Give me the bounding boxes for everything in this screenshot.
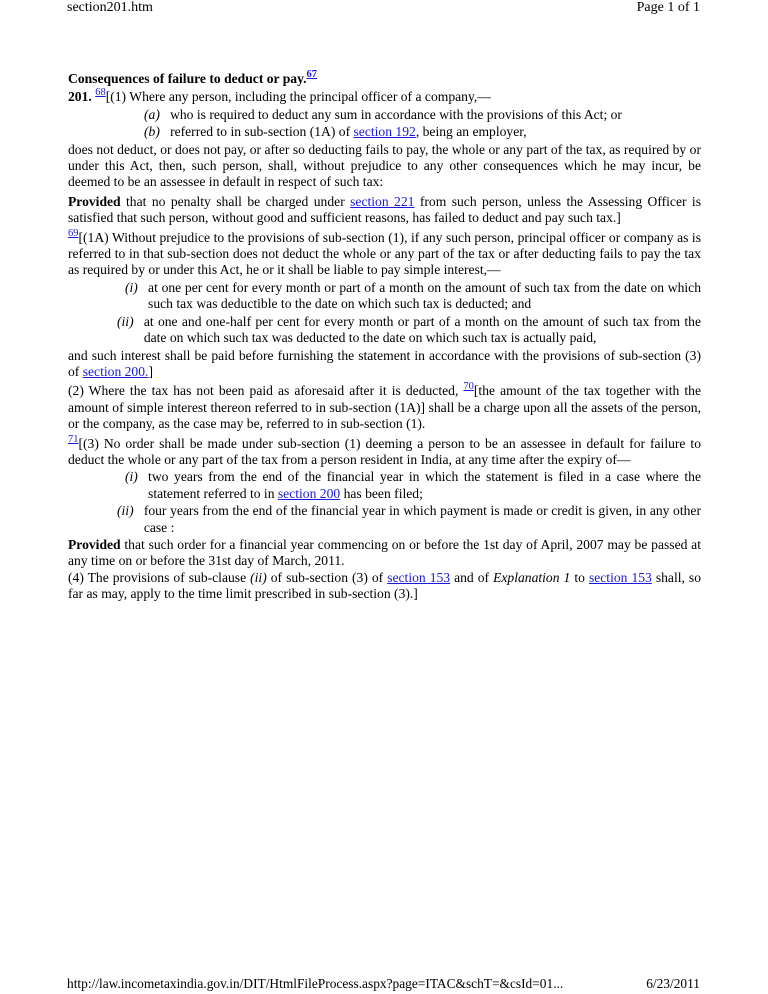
clause-a-label: (a) xyxy=(144,106,160,122)
subsection-3: $^{71}$[(3) No order shall be made under sub-section (1) deeming a person to be an assessee in default for failure to deduct the whole or any part of the tax from a person resident in India, at any time after the expiry of— xyxy=(68,433,701,467)
proviso-2: Provided that such order for a financial year commencing on or before the 1st day of April, 2007 may be passed at any time on or before the 31st day of March, 2011. xyxy=(68,536,701,569)
page-footer-date: 6/23/2011 xyxy=(646,976,700,991)
proviso-1: Provided that no penalty shall be charged under section 221 from such person, unless the Assessing Officer is satisfied that such person, without good and sufficient reasons, has failed to deduct and pay such tax.] xyxy=(68,193,702,226)
subsection-1a-tail: and such interest shall be paid before furnishing the statement in accordance with the provisions of sub-section (3) of section 200.] xyxy=(68,347,701,379)
clause-a-text: who is required to deduct any sum in accordance with the provisions of this Act; or xyxy=(170,106,622,122)
clause-3-i xyxy=(68,469,701,502)
footnote-link-67[interactable]: 67 xyxy=(306,69,318,80)
clause-1a-ii-text: at one and one-half per cent for every month or part of a month on the amount of such tax from the date on which such tax was deducted to the date on which such tax is actually paid, xyxy=(143,313,701,346)
subsection-2: (2) Where the tax has not been paid as aforesaid after it is deducted, $^{70}$[the amount of the tax together with the amount of simple interest thereon referred to in sub-section (1A)] shall be a charge upon all the assets of the person, or the company, as the case may be, referred to in sub-section (1). xyxy=(68,381,701,432)
page-header-page-number: Page 1 of 1 xyxy=(636,0,700,15)
link-section-200-b[interactable]: section 200 xyxy=(277,485,341,501)
clause-b-text: referred to in sub-section (1A) of section 192, being an employer, xyxy=(170,124,527,140)
clause-3-ii xyxy=(68,503,701,536)
clause-1a-ii xyxy=(68,314,701,347)
clause-3-ii-label: (ii) xyxy=(117,503,134,519)
footnote-link-68[interactable]: 68 xyxy=(95,87,106,99)
subsection-1a: $^{69}$[(1A) Without prejudice to the provisions of sub-section (1), if any such person, principal officer or company as is referred to in that sub-section does not deduct the whole or any part of the tax or after deducting fails to pay the tax as required by or under this Act, he or it shall be liable to pay simple interest,— xyxy=(68,227,701,278)
page-footer-url: http://law.incometaxindia.gov.in/DIT/HtmlFileProcess.aspx?page=ITAC&schT=&csId=01... xyxy=(67,976,564,991)
clause-1a-i-label: (i) xyxy=(125,279,138,295)
clause-a xyxy=(68,107,701,123)
subsection-1-intro: 201. $^{68}$[(1) Where any person, including the principal officer of a company,— xyxy=(68,87,491,105)
link-section-200[interactable]: section 200. xyxy=(82,363,149,379)
footnote-link-69[interactable]: 69 xyxy=(68,227,79,239)
footnote-link-71[interactable]: 71 xyxy=(68,433,79,445)
clause-b xyxy=(68,124,701,140)
clause-3-i-text: two years from the end of the financial year in which the statement is filed in a case where the statement referred to in section 200 has been filed; xyxy=(148,469,701,501)
clause-3-ii-text: four years from the end of the financial year in which payment is made or credit is given, in any other case : xyxy=(143,503,701,535)
clause-3-i-label: (i) xyxy=(125,469,138,485)
document-body xyxy=(68,71,701,603)
page-header-filename: section201.htm xyxy=(67,0,153,15)
subsection-4: (4) The provisions of sub-clause (ii) of sub-section (3) of section 153 and of Explanation 1 to section 153 shall, so far as may, apply to the time limit prescribed in sub-section (3).] xyxy=(68,569,702,602)
clause-1a-i-text: at one per cent for every month or part of a month on the amount of such tax from the date on which such tax was deductible to the date on which such tax is deducted; and xyxy=(148,279,701,312)
clause-1a-i xyxy=(68,280,701,313)
footnote-link-70[interactable]: 70 xyxy=(463,381,474,393)
link-section-192[interactable]: section 192 xyxy=(353,124,416,140)
clause-1a-ii-label: (ii) xyxy=(117,313,134,329)
clause-b-label: (b) xyxy=(144,124,160,140)
link-section-153[interactable]: section 153 xyxy=(387,569,451,585)
link-section-221[interactable]: section 221 xyxy=(350,193,415,209)
subsection-1-body: does not deduct, or does not pay, or after so deducting fails to pay, the whole or any part of the tax, as required by or under this Act, then, such person, shall, without prejudice to any other consequences which he may incur, be deemed to be an assessee in default in respect of such tax: xyxy=(68,141,701,190)
link-section-153-b[interactable]: section 153 xyxy=(588,569,652,585)
section-number: 201. xyxy=(68,89,92,105)
section-title: Consequences of failure to deduct or pay.$^{67}$ xyxy=(68,69,318,86)
